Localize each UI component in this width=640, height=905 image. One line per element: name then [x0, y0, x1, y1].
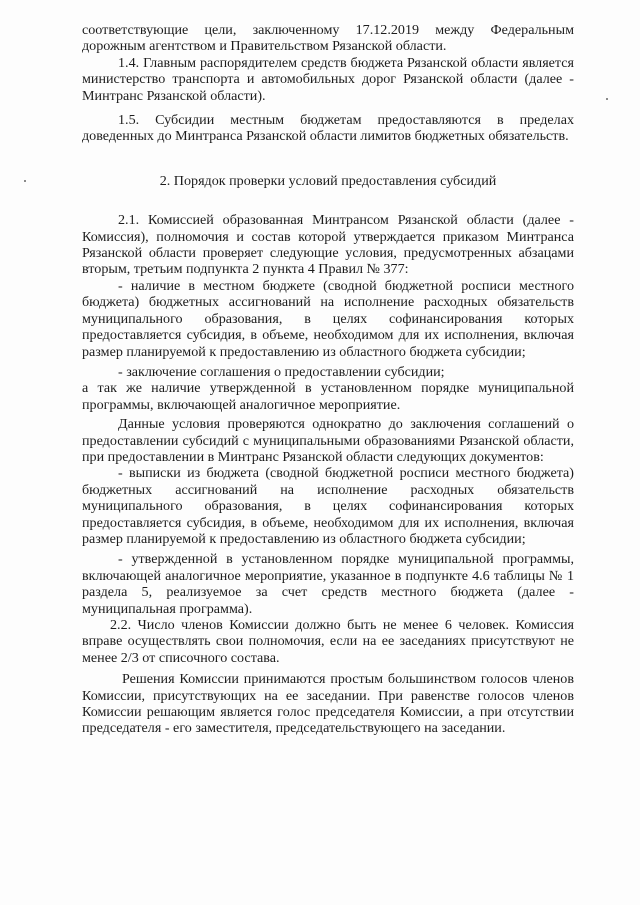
paragraph-documents-intro: Данные условия проверяются однократно до заключения соглашений о предоставлении субсидий с муниципальными образованиями Рязанской области, при предоставлении в Минтранс Рязанской области следующих документов:	[82, 416, 574, 465]
document-body	[82, 22, 574, 737]
paragraph-1-5: 1.5. Субсидии местным бюджетам предоставляются в пределах доведенных до Минтранса Рязанской области лимитов бюджетных обязательств.	[82, 112, 574, 145]
paragraph-decisions: Решения Комиссии принимаются простым большинством голосов членов Комиссии, присутствующих на ее заседании. При равенстве голосов членов Комиссии решающим является голос председателя Комиссии, а при отсутствии председателя - его заместителя, председательствующего на заседании.	[82, 671, 574, 737]
paragraph-document-extract: - выписки из бюджета (сводной бюджетной росписи местного бюджета) бюджетных ассигнований на исполнение расходных обязательств муниципального образования, в целях софинансирования которых предоставляется субсидия, в объеме, необходимом для их исполнения, включая размер планируемой к предоставлению из областного бюджета субсидии;	[82, 465, 574, 547]
scan-speck	[606, 98, 608, 100]
section-heading: 2. Порядок проверки условий предоставления субсидий	[159, 172, 497, 189]
paragraph-condition-budget: - наличие в местном бюджете (сводной бюджетной росписи местного бюджета) бюджетных ассигнований на исполнение расходных обязательств муниципального образования, в целях софинансирования которых предоставляется субсидия, в объеме, необходимом для их исполнения, включая размер планируемой к предоставлению из областного бюджета субсидии;	[82, 277, 574, 360]
paragraph-continuation: соответствующие цели, заключенному 17.12.2019 между Федеральным дорожным агентством и Правительством Рязанской области.	[82, 22, 574, 55]
paragraph-1-4: 1.4. Главным распорядителем средств бюджета Рязанской области является министерство транспорта и автомобильных дорог Рязанской области (далее - Минтранс Рязанской области).	[82, 54, 574, 104]
paragraph-condition-program: а так же наличие утвержденной в установленном порядке муниципальной программы, включающей аналогичное мероприятие.	[82, 380, 574, 413]
paragraph-2-2: 2.2. Число членов Комиссии должно быть не менее 6 человек. Комиссия вправе осуществлять свои полномочия, если на ее заседаниях присутствуют не менее 2/3 от списочного состава.	[82, 617, 574, 666]
paragraph-2-1: 2.1. Комиссией образованная Минтрансом Рязанской области (далее - Комиссия), полномочия и состав которой утверждается приказом Минтранса Рязанской области проверяет следующие условия, предусмотренных абзацами вторым, третьим подпункта 2 пункта 4 Правил № 377:	[82, 212, 574, 278]
paragraph-document-program: - утвержденной в установленном порядке муниципальной программы, включающей аналогичное мероприятие, указанное в подпункте 4.6 таблицы № 1 раздела 5, реализуемое за счет средств местного бюджета (далее - муниципальная программа).	[82, 551, 574, 617]
scan-speck	[24, 180, 26, 182]
paragraph-condition-agreement: - заключение соглашения о предоставлении субсидии;	[118, 363, 445, 380]
